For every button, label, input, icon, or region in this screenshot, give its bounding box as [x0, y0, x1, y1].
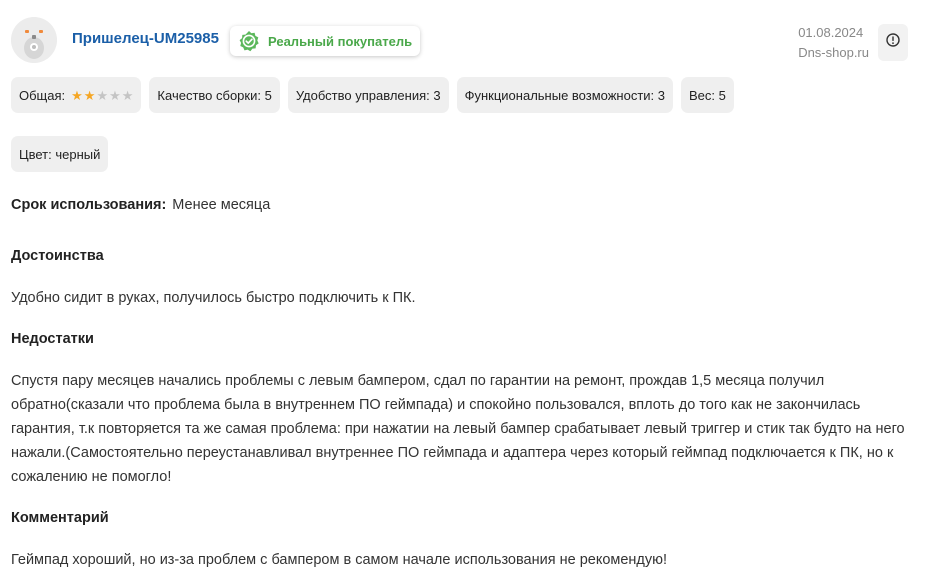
real-buyer-badge	[230, 26, 420, 56]
star-filled-icon: ★	[71, 87, 83, 103]
user-name-link[interactable]: Пришелец-UM25985	[72, 30, 219, 47]
review-source: Dns-shop.ru	[798, 45, 869, 60]
color-chip: Цвет: черный	[11, 136, 108, 172]
pros-title: Достоинства	[11, 248, 104, 264]
star-filled-icon: ★	[83, 87, 96, 103]
functionality-chip: Функциональные возможности: 3	[457, 77, 673, 113]
overall-rating-chip	[11, 77, 141, 113]
build-quality-chip: Качество сборки: 5	[149, 77, 279, 113]
usage-term-value: Менее месяца	[172, 197, 271, 213]
overall-rating-stars	[71, 89, 133, 102]
star-empty-icon: ★	[121, 87, 134, 103]
info-button[interactable]	[878, 24, 908, 61]
review-date: 01.08.2024	[798, 25, 864, 40]
usage-term-label: Срок использования:	[11, 197, 167, 213]
star-empty-icon: ★	[109, 87, 121, 103]
info-icon	[886, 33, 900, 52]
cons-text: Спустя пару месяцев начались проблемы с левым бампером, сдал по гарантии на ремонт, прождав 1,5 месяца получил обратно(сказали что проблема была в внутреннем ПО геймпада) и спокойно пользовался, вплоть до того как не закончилась гарантия, т.к повторяется та же самая проблема: при нажатии на левый бампер срабатывает левый триггер и стик так будто на него нажали.(Самостоятельно переустанавливал внутреннее ПО геймпада и адаптера через который геймпад подключается к ПК, но к сожалению не помогло!	[11, 373, 905, 485]
ease-of-control-chip: Удобство управления: 3	[288, 77, 449, 113]
usage-term	[11, 197, 270, 213]
verified-check-icon	[238, 30, 260, 52]
alien-avatar-icon[interactable]	[11, 17, 57, 63]
real-buyer-label: Реальный покупатель	[268, 33, 413, 49]
rating-chips	[11, 77, 734, 113]
comment-text: Геймпад хороший, но из-за проблем с бампером в самом начале использования не рекомендую!	[11, 552, 668, 568]
review-meta	[798, 23, 869, 63]
cons-title: Недостатки	[11, 331, 94, 347]
comment-title: Комментарий	[11, 510, 109, 526]
overall-rating-label: Общая:	[19, 87, 66, 103]
star-empty-icon: ★	[96, 87, 109, 103]
pros-text: Удобно сидит в руках, получилось быстро подключить к ПК.	[11, 290, 416, 306]
weight-chip: Вес: 5	[681, 77, 734, 113]
